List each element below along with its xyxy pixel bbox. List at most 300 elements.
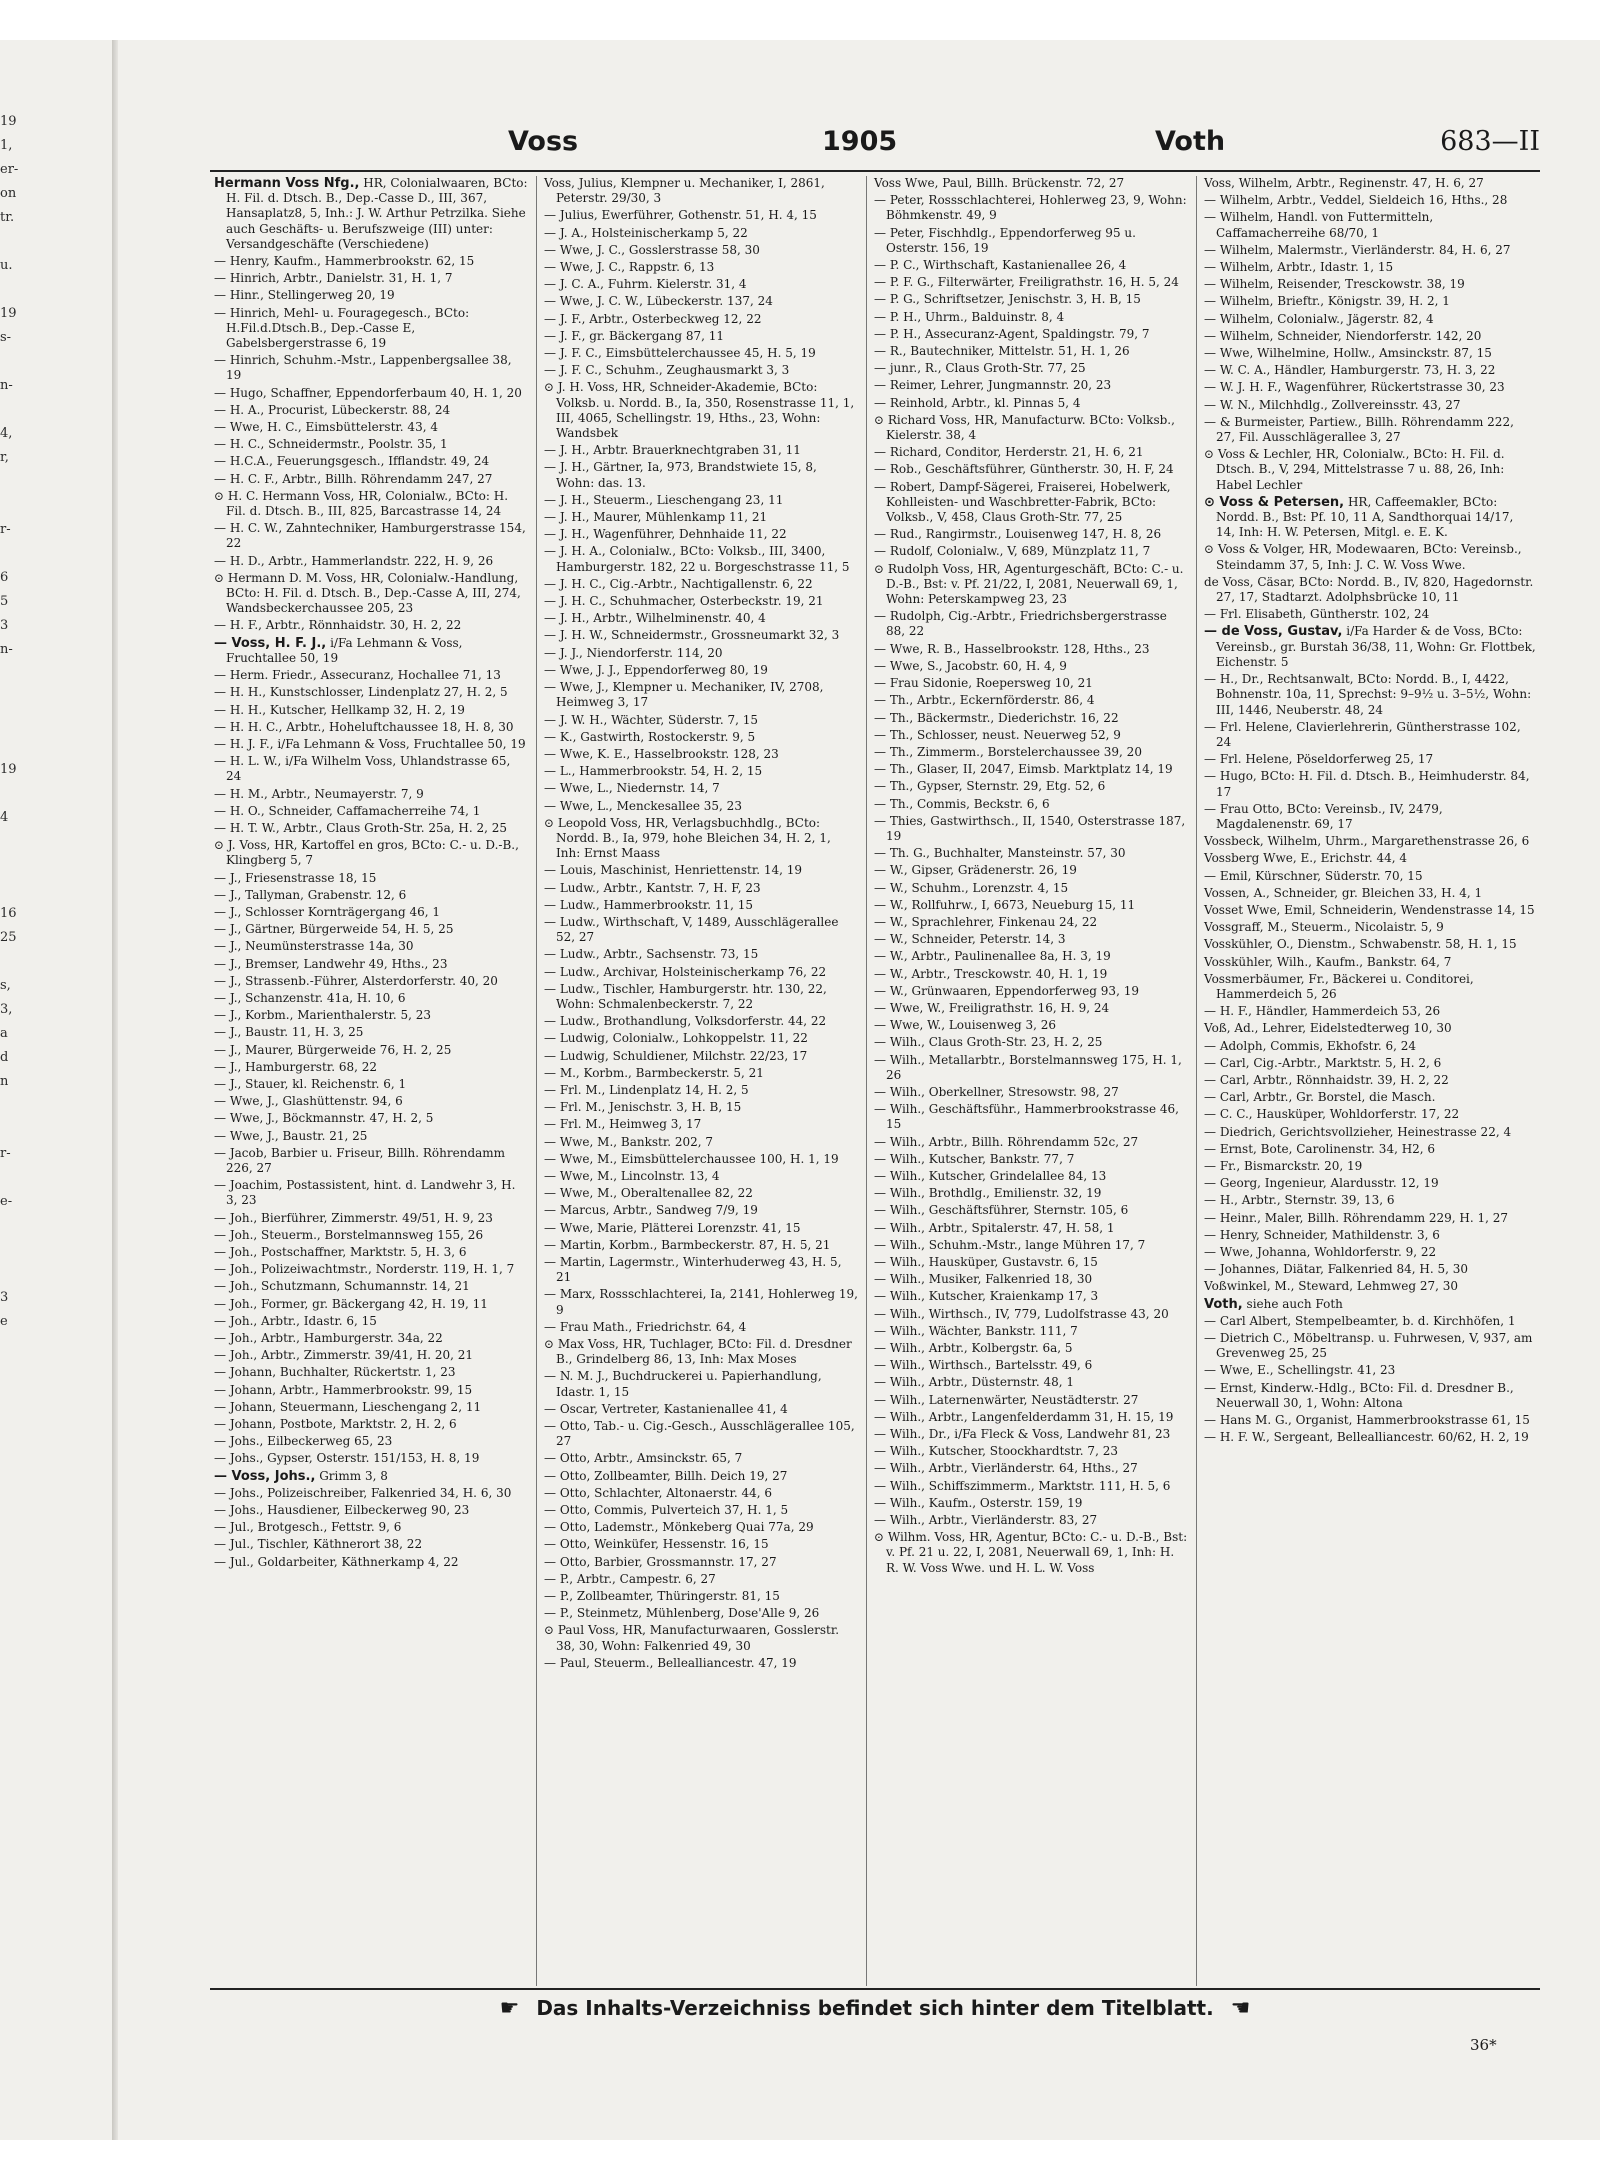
directory-entry <box>214 1417 528 1432</box>
entry-text: Grimm 3, 8 <box>319 1468 388 1483</box>
entry-text: — Th., Commis, Beckstr. 6, 6 <box>874 796 1050 811</box>
directory-entry <box>544 594 858 609</box>
margin-fragment <box>0 1862 44 1886</box>
entry-text: — Ludw., Arbtr., Kantstr. 7, H. F, 23 <box>544 880 761 895</box>
entry-text: — Joachim, Postassistent, hint. d. Landwehr 3, H. 3, 23 <box>214 1178 516 1208</box>
directory-entry <box>214 420 528 435</box>
directory-entry <box>874 1358 1188 1373</box>
directory-entry <box>1204 937 1536 952</box>
directory-entry <box>1204 363 1536 378</box>
entry-text: — & Burmeister, Partiew., Billh. Röhrendamm 222, 27, Fil. Ausschlägerallee 3, 27 <box>1204 414 1514 445</box>
entry-text: — Ludw., Brothandlung, Volksdorferstr. 44, 22 <box>544 1014 827 1029</box>
directory-entry <box>874 1324 1188 1339</box>
entry-text: Vossbeck, Wilhelm, Uhrm., Margarethenstrasse 26, 6 <box>1204 834 1530 849</box>
directory-entry <box>214 1314 528 1329</box>
entry-text: — H. F., Händler, Hammerdeich 53, 26 <box>1204 1004 1441 1019</box>
directory-entry <box>1204 575 1536 605</box>
entry-text: — Th., Zimmerm., Borstelerchaussee 39, 20 <box>874 744 1142 759</box>
directory-entry <box>214 1129 528 1144</box>
directory-entry <box>874 779 1188 794</box>
entry-text: ⊙ Voss & Volger, HR, Modewaaren, BCto: Vereinsb., Steindamm 37, 5, Inh: J. C. W. Voss Wwe. <box>1204 542 1522 572</box>
margin-fragment: 4 <box>0 810 9 825</box>
entry-text: — W., Grünwaaren, Eppendorferweg 93, 19 <box>874 983 1139 998</box>
directory-entry <box>874 1530 1188 1576</box>
entry-text: — Wilh., Arbtr., Billh. Röhrendamm 52c, 27 <box>874 1134 1139 1149</box>
margin-fragment <box>0 350 44 374</box>
entry-text: — Wilh., Geschäftsführer, Sternstr. 105, 6 <box>874 1203 1129 1218</box>
margin-fragment: r- <box>0 1146 11 1161</box>
entry-text: — Hinrich, Arbtr., Danielstr. 31, H. 1, 7 <box>214 271 453 286</box>
directory-entry <box>1204 672 1536 718</box>
entry-text: — P. F. G., Filterwärter, Freiligrathstr. 16, H. 5, 24 <box>874 275 1179 290</box>
entry-text: — Henry, Schneider, Mathildenstr. 3, 6 <box>1204 1227 1440 1242</box>
directory-entry <box>214 306 528 352</box>
directory-entry <box>544 730 858 745</box>
directory-entry <box>874 1135 1188 1150</box>
entry-text: — Rudolph, Cig.-Arbtr., Friedrichsbergerstrasse 88, 22 <box>874 609 1167 639</box>
entry-text: — Martin, Korbm., Barmbeckerstr. 87, H. 5, 21 <box>544 1237 831 1252</box>
entry-text: — Ludw., Archivar, Holsteinischerkamp 76, 22 <box>544 964 827 979</box>
entry-text: HR, Caffeemakler, BCto: Nordd. B., Bst: Pf. 10, 11 A, Sandthorquai 14/17, 14, Inh: H. W. Petersen, Mitgl. e. E. K. <box>1216 494 1514 540</box>
directory-entry <box>214 1486 528 1501</box>
entry-text: — Wilh., Claus Groth-Str. 23, H. 2, 25 <box>874 1035 1103 1050</box>
directory-entry <box>544 363 858 378</box>
entry-text: — Carl, Arbtr., Rönnhaidstr. 39, H. 2, 22 <box>1204 1072 1449 1087</box>
directory-entry <box>544 713 858 728</box>
directory-entry <box>1204 802 1536 832</box>
entry-text: — J., Schlosser Kornträgergang 46, 1 <box>214 904 440 919</box>
entry-text: — Dietrich C., Möbeltransp. u. Fuhrwesen, V, 937, am Grevenweg 25, 25 <box>1204 1331 1533 1361</box>
directory-entry <box>1204 1193 1536 1208</box>
entry-text: — L., Hammerbrookstr. 54, H. 2, 15 <box>544 764 763 779</box>
entry-text: — J. H. C., Cig.-Arbtr., Nachtigallenstr. 6, 22 <box>544 576 813 591</box>
directory-entry <box>1204 294 1536 309</box>
directory-entry <box>544 544 858 574</box>
entry-text: — Otto, Tab.- u. Cig.-Gesch., Ausschlägerallee 105, 27 <box>544 1419 855 1449</box>
directory-entry <box>214 1520 528 1535</box>
entry-text: — Emil, Kürschner, Süderstr. 70, 15 <box>1204 868 1423 883</box>
entry-text: — Joh., Arbtr., Idastr. 6, 15 <box>214 1313 377 1328</box>
margin-fragment <box>0 1934 44 1958</box>
header-right-keyword: Voth <box>1155 126 1226 157</box>
entry-text: — Hinrich, Mehl- u. Fouragegesch., BCto: H.Fil.d.Dtsch.B., Dep.-Casse E, Gabelsbergerstrasse 6, 19 <box>214 305 470 351</box>
entry-text: — Wwe, J., Klempner u. Mechaniker, IV, 2708, Heimweg 3, 17 <box>544 680 824 710</box>
footer-note <box>210 1996 1540 2030</box>
entry-text: — Wwe, S., Jacobstr. 60, H. 4, 9 <box>874 658 1067 673</box>
entry-text: — Marx, Rossschlachterei, Ia, 2141, Hohlerweg 19, 9 <box>544 1287 858 1317</box>
entry-text: — Jul., Goldarbeiter, Käthnerkamp 4, 22 <box>214 1554 459 1569</box>
entry-text: — W., Schneider, Peterstr. 14, 3 <box>874 932 1066 947</box>
directory-entry <box>214 1503 528 1518</box>
entry-text: ⊙ Leopold Voss, HR, Verlagsbuchhdlg., BCto: Nordd. B., Ia, 979, hohe Bleichen 34, H. 2, 1, Inh: Ernst Maass <box>544 815 831 861</box>
directory-entry <box>214 1094 528 1109</box>
entry-heading-name: — de Voss, Gustav, <box>1204 624 1343 640</box>
entry-text: — K., Gastwirth, Rostockerstr. 9, 5 <box>544 729 756 744</box>
directory-entry <box>544 1503 858 1518</box>
directory-entry <box>214 703 528 718</box>
margin-fragment: 6 <box>0 570 9 585</box>
directory-entry <box>874 275 1188 290</box>
directory-entry <box>874 1238 1188 1253</box>
margin-fragment: on <box>0 186 17 201</box>
directory-entry <box>1204 955 1536 970</box>
directory-entry <box>874 932 1188 947</box>
entry-text: — J., Stauer, kl. Reichenstr. 6, 1 <box>214 1076 407 1091</box>
entry-text: — Ludw., Tischler, Hamburgerstr. htr. 130, 22, Wohn: Schmalenbeckerstr. 7, 22 <box>544 981 827 1011</box>
entry-text: — Thies, Gastwirthsch., II, 1540, Osterstrasse 187, 19 <box>874 813 1186 843</box>
directory-entry <box>544 1238 858 1253</box>
margin-fragment: n- <box>0 642 13 657</box>
directory-entry <box>214 957 528 972</box>
directory-entry <box>544 1337 858 1367</box>
directory-entry <box>214 922 528 937</box>
directory-entry <box>544 898 858 913</box>
margin-fragment: 1, <box>0 138 13 153</box>
entry-text: — Wilh., Arbtr., Vierländerstr. 83, 27 <box>874 1513 1098 1528</box>
header-left-keyword: Voss <box>508 126 579 157</box>
entry-text: — Frl. M., Jenischstr. 3, H. B, 15 <box>544 1100 742 1115</box>
footer-rule <box>210 1988 1540 1990</box>
directory-entry <box>1204 886 1536 901</box>
margin-fragment <box>0 950 44 974</box>
page-header <box>210 126 1540 166</box>
directory-entry <box>874 762 1188 777</box>
directory-entry <box>874 480 1188 526</box>
entry-text: — W., Arbtr., Tresckowstr. 40, H. 1, 19 <box>874 966 1108 981</box>
entry-text: Vossen, A., Schneider, gr. Bleichen 33, H. 4, 1 <box>1204 885 1483 900</box>
entry-text: — W. C. A., Händler, Hamburgerstr. 73, H. 3, 22 <box>1204 363 1496 378</box>
entry-text: ⊙ Voss & Lechler, HR, Colonialw., BCto: H. Fil. d. Dtsch. B., V, 294, Mittelstrasse 7 u. 88, 26, Inh: Habel Lechler <box>1204 447 1505 492</box>
entry-text: — Joh., Arbtr., Zimmerstr. 39/41, H. 20, 21 <box>214 1348 474 1363</box>
entry-text: ⊙ H. C. Hermann Voss, HR, Colonialw., BCto: H. Fil. d. Dtsch. B., III, 825, Barcastrasse 14, 24 <box>214 488 509 519</box>
directory-entry <box>874 310 1188 325</box>
margin-fragment: 3 <box>0 1290 9 1305</box>
directory-entry <box>874 1289 1188 1304</box>
entry-text: — J. H. C., Schuhmacher, Osterbeckstr. 19, 21 <box>544 594 824 609</box>
entry-text: — Johs., Hausdiener, Eilbeckerweg 90, 23 <box>214 1503 470 1518</box>
directory-entry <box>874 728 1188 743</box>
entry-text: Vossmerbäumer, Fr., Bäckerei u. Conditorei, Hammerdeich 5, 26 <box>1204 971 1474 1001</box>
entry-text: — Otto, Commis, Pulverteich 37, H. 1, 5 <box>544 1503 789 1518</box>
directory-entry <box>874 1375 1188 1390</box>
directory-entry <box>214 974 528 989</box>
directory-entry <box>214 1008 528 1023</box>
directory-entry <box>214 804 528 819</box>
margin-fragment <box>0 710 44 734</box>
entry-text: — P. H., Uhrm., Balduinstr. 8, 4 <box>874 309 1065 324</box>
entry-text: — Wwe, M., Oberaltenallee 82, 22 <box>544 1186 753 1201</box>
entry-text: — Wilh., Kutscher, Stoockhardtstr. 7, 23 <box>874 1444 1118 1459</box>
previous-page-edge <box>0 110 44 2010</box>
entry-text: — Rudolf, Colonialw., V, 689, Münzplatz 11, 7 <box>874 544 1151 559</box>
margin-fragment <box>0 278 44 302</box>
directory-entry <box>214 1060 528 1075</box>
directory-entry <box>1204 380 1536 395</box>
directory-entry <box>1204 1381 1536 1411</box>
directory-entry <box>1204 1363 1536 1378</box>
entry-text: — H. J. F., i/Fa Lehmann & Voss, Fruchtallee 50, 19 <box>214 736 526 751</box>
entry-text: — Wilhelm, Handl. von Futtermitteln, Caffamacherreihe 68/70, 1 <box>1204 210 1434 240</box>
entry-text: — Th., Arbtr., Eckernförderstr. 86, 4 <box>874 693 1095 708</box>
entry-text: — Johann, Buchhalter, Rückertstr. 1, 23 <box>214 1365 456 1380</box>
margin-fragment: s- <box>0 330 12 345</box>
directory-entry <box>874 1001 1188 1016</box>
entry-text: — Wwe, J., Böckmannstr. 47, H. 2, 5 <box>214 1111 434 1126</box>
entry-text: ⊙ Paul Voss, HR, Manufacturwaaren, Gosslerstr. 38, 30, Wohn: Falkenried 49, 30 <box>544 1623 840 1653</box>
entry-text: — Frl. Helene, Pöseldorferweg 25, 17 <box>1204 752 1434 767</box>
directory-entry <box>544 1186 858 1201</box>
entry-text: — Wilh., Wirthsch., IV, 779, Ludolfstrasse 43, 20 <box>874 1306 1169 1321</box>
margin-fragment <box>0 1958 44 1982</box>
directory-entry <box>1204 1021 1536 1036</box>
margin-fragment <box>0 1910 44 1934</box>
margin-fragment <box>0 1406 44 1430</box>
entry-text: — Herm. Friedr., Assecuranz, Hochallee 71, 13 <box>214 668 501 683</box>
directory-entry <box>544 1066 858 1081</box>
margin-fragment: 19 <box>0 762 17 777</box>
directory-entry <box>1204 1245 1536 1260</box>
directory-entry <box>1204 972 1536 1002</box>
header-page-number: 683—II <box>1440 126 1540 157</box>
margin-fragment <box>0 1742 44 1766</box>
margin-fragment <box>0 1454 44 1478</box>
directory-entry <box>544 863 858 878</box>
entry-text: — R., Bautechniker, Mittelstr. 51, H. 1, 26 <box>874 344 1130 359</box>
directory-entry <box>544 1287 858 1317</box>
directory-entry <box>544 1203 858 1218</box>
entry-text: — M., Korbm., Barmbeckerstr. 5, 21 <box>544 1065 764 1080</box>
entry-text: — Wilh., Kutscher, Kraienkamp 17, 3 <box>874 1289 1099 1304</box>
entry-text: — Wilhelm, Brieftr., Königstr. 39, H. 2, 1 <box>1204 294 1450 309</box>
margin-fragment <box>0 1646 44 1670</box>
margin-fragment <box>0 1502 44 1526</box>
entry-text: — J. W. H., Wächter, Süderstr. 7, 15 <box>544 712 758 727</box>
directory-entry <box>214 720 528 735</box>
directory-entry <box>874 967 1188 982</box>
entry-text: — J. H. W., Schneidermstr., Grossneumarkt 32, 3 <box>544 628 840 643</box>
directory-entry <box>874 745 1188 760</box>
entry-text: ⊙ J. Voss, HR, Kartoffel en gros, BCto: C.- u. D.-B., Klingberg 5, 7 <box>214 838 519 868</box>
entry-text: — Wilh., Arbtr., Spitalerstr. 47, H. 58, 1 <box>874 1220 1115 1235</box>
column-divider <box>536 176 537 1986</box>
directory-entry <box>1204 260 1536 275</box>
entry-text: — Johann, Arbtr., Hammerbrookstr. 99, 15 <box>214 1382 473 1397</box>
margin-fragment <box>0 1550 44 1574</box>
printer-signature: 36* <box>1470 2036 1497 2054</box>
pointing-hand-icon: ☚ <box>1230 1996 1251 2021</box>
entry-text: — J., Hamburgerstr. 68, 22 <box>214 1059 377 1074</box>
entry-text: — Wwe, W., Freiligrathstr. 16, H. 9, 24 <box>874 1000 1110 1015</box>
entry-heading-name: Voth, <box>1204 1296 1243 1312</box>
directory-entry <box>874 1479 1188 1494</box>
entry-text: — H. D., Arbtr., Hammerlandstr. 222, H. 9, 26 <box>214 553 494 568</box>
margin-fragment <box>0 1670 44 1694</box>
directory-entry <box>874 1496 1188 1511</box>
margin-fragment: r- <box>0 522 11 537</box>
directory-entry <box>874 1444 1188 1459</box>
entry-text: — Wilh., Kutscher, Bankstr. 77, 7 <box>874 1151 1075 1166</box>
directory-entry <box>874 396 1188 411</box>
directory-entry <box>544 1221 858 1236</box>
directory-entry <box>544 1606 858 1621</box>
margin-fragment: n <box>0 1074 9 1089</box>
directory-entry <box>1204 1228 1536 1243</box>
directory-entry <box>214 353 528 383</box>
directory-entry <box>874 797 1188 812</box>
margin-fragment <box>0 1238 44 1262</box>
entry-text: — H. F. W., Sergeant, Bellealliancestr. 60/62, H. 2, 19 <box>1204 1430 1529 1445</box>
directory-entry <box>214 1451 528 1466</box>
directory-entry <box>214 991 528 1006</box>
margin-fragment: d <box>0 1050 9 1065</box>
directory-entry <box>1204 1159 1536 1174</box>
directory-entry <box>874 642 1188 657</box>
pointing-hand-icon: ☛ <box>499 1996 520 2021</box>
entry-text: — Johs., Gypser, Osterstr. 151/153, H. 8, 19 <box>214 1451 480 1466</box>
margin-fragment <box>0 782 44 806</box>
entry-text: Voss, Julius, Klempner u. Mechaniker, I, 2861, Peterstr. 29/30, 3 <box>544 176 825 206</box>
margin-fragment: r, <box>0 450 9 465</box>
entry-text: — J., Friesenstrasse 18, 15 <box>214 870 377 885</box>
entry-text: ⊙ Richard Voss, HR, Manufacturw. BCto: Volksb., Kielerstr. 38, 4 <box>874 412 1175 443</box>
directory-entry <box>214 571 528 617</box>
entry-text: — Frau Otto, BCto: Vereinsb., IV, 2479, Magdalenenstr. 69, 17 <box>1204 801 1443 831</box>
entry-text: — Frl. M., Heimweg 3, 17 <box>544 1117 702 1132</box>
entry-text: — Oscar, Vertreter, Kastanienallee 41, 4 <box>544 1401 788 1416</box>
directory-entry <box>1204 495 1536 541</box>
entry-text: — Ludw., Hammerbrookstr. 11, 15 <box>544 897 754 912</box>
entry-text: — Wwe, J. C., Gosslerstrasse 58, 30 <box>544 242 760 257</box>
directory-entry <box>1204 752 1536 767</box>
directory-entry <box>214 1331 528 1346</box>
directory-entry <box>544 1049 858 1064</box>
directory-entry <box>1204 1211 1536 1226</box>
entry-text: — H. C., Schneidermstr., Poolstr. 35, 1 <box>214 437 448 452</box>
entry-text: — Joh., Bierführer, Zimmerstr. 49/51, H. 9, 23 <box>214 1210 493 1225</box>
entry-text: — J., Baustr. 11, H. 3, 25 <box>214 1025 364 1040</box>
entry-text: — Hugo, Schaffner, Eppendorferbaum 40, H. 1, 20 <box>214 385 522 400</box>
entry-text: — Th., Gypser, Sternstr. 29, Etg. 52, 6 <box>874 779 1106 794</box>
directory-entry <box>1204 346 1536 361</box>
entry-text: — P. H., Assecuranz-Agent, Spaldingstr. 79, 7 <box>874 326 1150 341</box>
entry-text: Voss, Wilhelm, Arbtr., Reginenstr. 47, H. 6, 27 <box>1204 176 1484 190</box>
entry-text: — H.C.A., Feuerungsgesch., Ifflandstr. 49, 24 <box>214 454 490 469</box>
entry-text: — Wilh., Wächter, Bankstr. 111, 7 <box>874 1323 1078 1338</box>
entry-text: — Otto, Barbier, Grossmannstr. 17, 27 <box>544 1554 777 1569</box>
entry-text: — Jul., Tischler, Käthnerort 38, 22 <box>214 1537 423 1552</box>
margin-fragment <box>0 1574 44 1598</box>
entry-text: i/Fa Harder & de Voss, BCto: Vereinsb., gr. Burstah 36/38, 11, Wohn: Gr. Flottbek, Eichenstr. 5 <box>1216 624 1536 669</box>
entry-text: — Joh., Steuerm., Borstelmannsweg 155, 26 <box>214 1227 484 1242</box>
entry-text: ⊙ Hermann D. M. Voss, HR, Colonialw.-Handlung, BCto: H. Fil. d. Dtsch. B., Dep.-Casse A, III, 274, Wandsbeckerchaussee 205, 23 <box>214 570 521 616</box>
column-divider <box>866 176 867 1986</box>
entry-text: — Wilhelm, Arbtr., Veddel, Sieldeich 16, Hths., 28 <box>1204 193 1508 208</box>
directory-entry <box>874 1169 1188 1184</box>
entry-text: — Wwe, J. C. W., Lübeckerstr. 137, 24 <box>544 294 773 309</box>
directory-entry <box>1204 1413 1536 1428</box>
directory-entry <box>874 898 1188 913</box>
directory-entry <box>1204 193 1536 208</box>
entry-text: — Wilh., Arbtr., Langenfelderdamm 31, H. 15, 19 <box>874 1409 1174 1424</box>
directory-entry <box>874 1186 1188 1201</box>
entry-heading-name: — Voss, Johs., <box>214 1468 316 1484</box>
entry-text: — W. N., Milchhdlg., Zollvereinsstr. 43, 27 <box>1204 397 1461 412</box>
entry-text: — Wwe, L., Menckesallee 35, 23 <box>544 798 742 813</box>
entry-text: HR, Colonialwaaren, BCto: H. Fil. d. Dtsch. B., Dep.-Casse D., III, 367, Hansaplatz8, 5, Inh.: J. W. Arthur Petrzilka. Siehe auch Geschäfts- u. Berufszweige (III) unter: Versandgeschäfte (Verschiedene) <box>226 176 528 251</box>
entry-text: — Jacob, Barbier u. Friseur, Billh. Röhrendamm 226, 27 <box>214 1145 506 1175</box>
directory-entry <box>544 947 858 962</box>
directory-entry <box>214 271 528 286</box>
margin-fragment <box>0 1214 44 1238</box>
entry-text: — J., Maurer, Bürgerweide 76, H. 2, 25 <box>214 1042 452 1057</box>
entry-text: — Wilh., Wirthsch., Bartelsstr. 49, 6 <box>874 1358 1093 1373</box>
entry-text: — Johs., Eilbeckerweg 65, 23 <box>214 1434 393 1449</box>
directory-entry <box>874 1152 1188 1167</box>
entry-text: — Otto, Arbtr., Amsinckstr. 65, 7 <box>544 1451 743 1466</box>
entry-text: — Rud., Rangirmstr., Louisenweg 147, H. 8, 26 <box>874 527 1162 542</box>
directory-entry <box>214 668 528 683</box>
margin-fragment <box>0 1430 44 1454</box>
entry-text: Vossgraff, M., Steuerm., Nicolaistr. 5, 9 <box>1204 920 1444 935</box>
entry-text: — Wilh., Arbtr., Kolbergstr. 6a, 5 <box>874 1341 1073 1356</box>
entry-text: — Joh., Arbtr., Hamburgerstr. 34a, 22 <box>214 1331 443 1346</box>
directory-entry <box>1204 1039 1536 1054</box>
entry-text: Voß, Ad., Lehrer, Eidelstedterweg 10, 30 <box>1204 1021 1452 1036</box>
directory-entry <box>214 1279 528 1294</box>
entry-text: — Wilh., Arbtr., Vierländerstr. 64, Hths., 27 <box>874 1461 1138 1476</box>
margin-fragment <box>0 1094 44 1118</box>
directory-entry <box>874 915 1188 930</box>
column-divider <box>1196 176 1197 1986</box>
directory-entry <box>1204 277 1536 292</box>
directory-entry <box>544 1169 858 1184</box>
directory-entry <box>544 1469 858 1484</box>
margin-fragment <box>0 1598 44 1622</box>
directory-entry <box>214 636 528 666</box>
directory-entry <box>214 871 528 886</box>
directory-entry <box>874 609 1188 639</box>
margin-fragment <box>0 1358 44 1382</box>
entry-text: — Wwe, Johanna, Wohldorferstr. 9, 22 <box>1204 1245 1437 1259</box>
directory-entry <box>874 711 1188 726</box>
directory-entry <box>874 1427 1188 1442</box>
directory-entry <box>214 1146 528 1176</box>
entry-text: — H. F., Arbtr., Rönnhaidstr. 30, H. 2, 22 <box>214 618 462 633</box>
directory-entry <box>214 939 528 954</box>
directory-entry <box>214 685 528 700</box>
entry-text: — Th., Bäckermstr., Diederichstr. 16, 22 <box>874 710 1119 725</box>
directory-entry <box>214 1211 528 1226</box>
margin-fragment: 5 <box>0 594 9 609</box>
entry-text: — Peter, Rossschlachterei, Hohlerweg 23, 9, Wohn: Böhmkenstr. 49, 9 <box>874 193 1187 223</box>
directory-entry <box>874 258 1188 273</box>
directory-entry <box>874 814 1188 844</box>
margin-fragment: 25 <box>0 930 17 945</box>
entry-text: — Frl. Helene, Clavierlehrerin, Güntherstrasse 102, 24 <box>1204 719 1521 749</box>
directory-entry <box>874 1221 1188 1236</box>
directory-entry <box>214 1555 528 1570</box>
directory-entry <box>874 949 1188 964</box>
directory-entry <box>874 1203 1188 1218</box>
entry-text: — Hugo, BCto: H. Fil. d. Dtsch. B., Heimhuderstr. 84, 17 <box>1204 769 1530 799</box>
directory-entry <box>544 460 858 490</box>
entry-text: — Otto, Lademstr., Mönkeberg Quai 77a, 29 <box>544 1520 814 1535</box>
directory-entry <box>1204 720 1536 750</box>
directory-entry <box>1204 1090 1536 1105</box>
directory-entry <box>544 1402 858 1417</box>
entry-text: — Wwe, M., Eimsbüttelerchaussee 100, H. 1, 19 <box>544 1151 839 1166</box>
directory-entry <box>214 905 528 920</box>
